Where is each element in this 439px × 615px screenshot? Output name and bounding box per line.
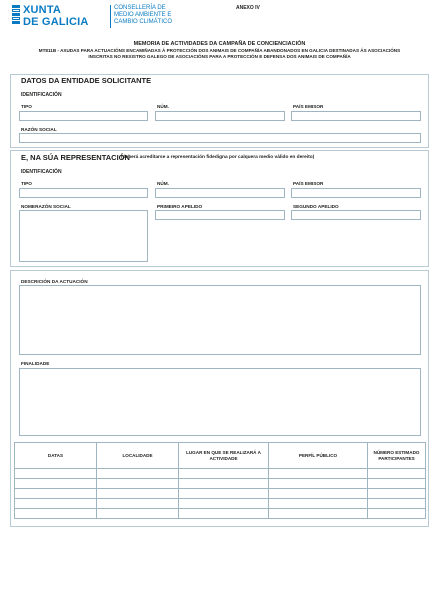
- rep-num-field[interactable]: [155, 188, 285, 198]
- table-cell[interactable]: [15, 509, 97, 519]
- logo-xunta: XUNTA: [23, 4, 62, 16]
- table-cell[interactable]: [269, 479, 368, 489]
- table-cell[interactable]: [368, 489, 426, 499]
- rep-num-label: NÚM.: [157, 181, 169, 186]
- logo-text: [23, 4, 89, 28]
- annex-label: ANEXO IV: [236, 5, 260, 11]
- rep-tipo-label: TIPO: [21, 181, 32, 186]
- table-cell[interactable]: [97, 509, 179, 519]
- applicant-title: DATOS DA ENTIDADE SOLICITANTE: [21, 76, 152, 85]
- table-cell[interactable]: [269, 499, 368, 509]
- logo-divider: [110, 5, 111, 28]
- representation-identification: IDENTIFICACIÓN: [21, 169, 62, 175]
- subtitle-line: INSCRITAS NO REXISTRO GALEGO DE ASOCIACIÓNS PARA A PROTECCIÓN E DEFENSA DOS ANIMAIS DE COMPAÑÍA: [88, 54, 351, 59]
- col-perfil: PERFÍL PÚBLICO: [269, 443, 368, 469]
- logo-conselleria: [114, 5, 172, 26]
- rep-nomeracion-label: NOMERAZÓN SOCIAL: [21, 204, 71, 209]
- conselleria-line: CONSELLERÍA DE: [114, 5, 166, 11]
- col-datas: DATAS: [15, 443, 97, 469]
- applicant-pais-label: PAÍS EMISOR: [293, 104, 324, 109]
- conselleria-line: CAMBIO CLIMÁTICO: [114, 19, 173, 25]
- activities-table: [14, 442, 426, 519]
- table-cell[interactable]: [179, 509, 269, 519]
- col-participantes: NÚMERO ESTIMADO PARTICIPANTES: [368, 443, 426, 469]
- table-cell[interactable]: [97, 499, 179, 509]
- rep-tipo-field[interactable]: [19, 188, 148, 198]
- applicant-razon-label: RAZÓN SOCIAL: [21, 127, 57, 132]
- rep-pais-label: PAÍS EMISOR: [293, 181, 324, 186]
- finalidade-field[interactable]: [19, 368, 421, 436]
- rep-segundo-field[interactable]: [291, 210, 421, 220]
- table-cell[interactable]: [179, 469, 269, 479]
- table-cell[interactable]: [179, 499, 269, 509]
- applicant-identification: IDENTIFICACIÓN: [21, 92, 62, 98]
- col-localidade: LOCALIDADE: [97, 443, 179, 469]
- applicant-pais-field[interactable]: [291, 111, 421, 121]
- table-row: [15, 509, 426, 519]
- representation-note: (deberá acreditarse a representación fidedigna por calquera medio válido en dereito): [121, 155, 315, 160]
- descripcion-field[interactable]: [19, 285, 421, 355]
- table-cell[interactable]: [15, 499, 97, 509]
- rep-nomeracion-field[interactable]: [19, 210, 148, 262]
- table-cell[interactable]: [15, 479, 97, 489]
- rep-primeiro-field[interactable]: [155, 210, 285, 220]
- conselleria-line: MEDIO AMBIENTE E: [114, 12, 172, 18]
- table-cell[interactable]: [97, 469, 179, 479]
- subtitle-line: MT811B - AXUDAS PARA ACTUACIÓNS ENCAMIÑADAS Á PROTECCIÓN DOS ANIMAIS DE COMPAÑÍA ABANDONADOS EN GALICIA DESTINADAS ÁS ASOCIACIÓNS: [38, 48, 401, 53]
- finalidade-label: FINALIDADE: [21, 361, 50, 366]
- table-cell[interactable]: [97, 489, 179, 499]
- applicant-num-label: NÚM.: [157, 104, 169, 109]
- table-cell[interactable]: [15, 489, 97, 499]
- table-row: [15, 479, 426, 489]
- applicant-tipo-label: TIPO: [21, 104, 32, 109]
- document-title: MEMORIA DE ACTIVIDADES DA CAMPAÑA DE CONCIENCIACIÓN: [133, 41, 306, 47]
- table-cell[interactable]: [97, 479, 179, 489]
- table-row: [15, 469, 426, 479]
- representation-title: E, NA SÚA REPRESENTACIÓN: [21, 153, 130, 162]
- table-cell[interactable]: [368, 469, 426, 479]
- descripcion-label: DESCRICIÓN DA ACTUACIÓN: [21, 279, 88, 284]
- table-cell[interactable]: [269, 489, 368, 499]
- table-row: [15, 489, 426, 499]
- logo-galicia: DE GALICIA: [23, 16, 89, 28]
- rep-pais-field[interactable]: [291, 188, 421, 198]
- table-cell[interactable]: [269, 509, 368, 519]
- table-header-row: [15, 443, 426, 469]
- logo-stripes-icon: [12, 5, 20, 27]
- table-cell[interactable]: [179, 479, 269, 489]
- xunta-logo: [12, 4, 172, 30]
- col-lugar: LUGAR EN QUE SE REALIZARÁ A ACTIVIDADE: [179, 443, 269, 469]
- applicant-tipo-field[interactable]: [19, 111, 148, 121]
- table-cell[interactable]: [269, 469, 368, 479]
- applicant-num-field[interactable]: [155, 111, 285, 121]
- table-cell[interactable]: [179, 489, 269, 499]
- table-row: [15, 499, 426, 509]
- rep-segundo-label: SEGUNDO APELIDO: [293, 204, 339, 209]
- table-cell[interactable]: [368, 479, 426, 489]
- rep-primeiro-label: PRIMEIRO APELIDO: [157, 204, 203, 209]
- applicant-razon-field[interactable]: [19, 133, 421, 143]
- document-subtitle: [14, 48, 425, 60]
- table-cell[interactable]: [15, 469, 97, 479]
- table-cell[interactable]: [368, 509, 426, 519]
- table-cell[interactable]: [368, 499, 426, 509]
